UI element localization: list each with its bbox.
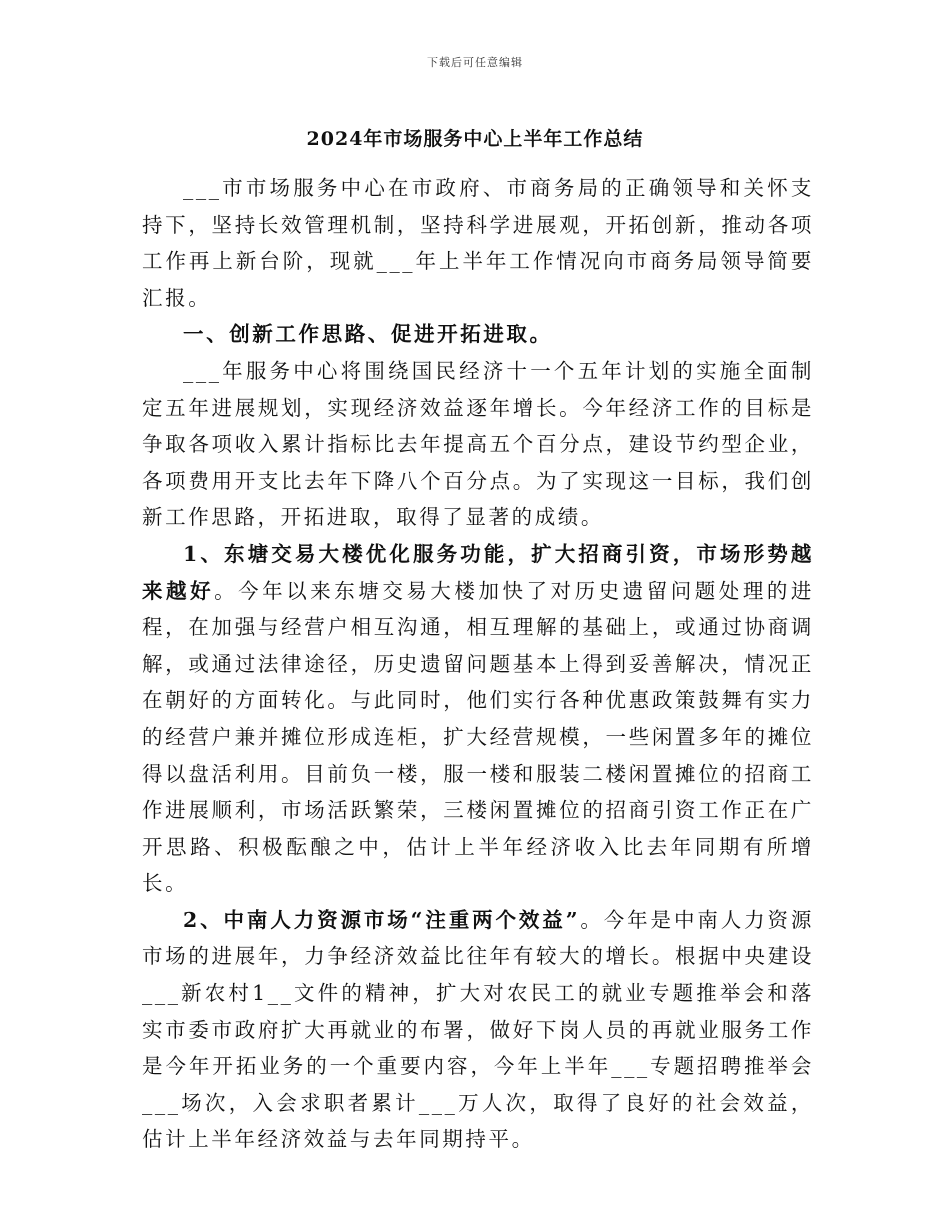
item-2-paragraph [142, 902, 814, 1158]
document-body [142, 170, 814, 1158]
section-heading-1: 一、创新工作思路、促进开拓进取。 [183, 322, 553, 347]
header-note: 下载后可任意编辑 [427, 56, 523, 69]
item-1-lead: 1、东塘交易大楼优化服务功能，扩大招商引资，市场形势越来越好 [142, 541, 814, 603]
intro-paragraph: ___市市场服务中心在市政府、市商务局的正确领导和关怀支持下，坚持长效管理机制，坚持科学进展观，开拓创新，推动各项工作再上新台阶，现就___年上半年工作情况向市商务局领导简要汇报。 [142, 176, 814, 310]
item-1-body: 。今年以来东塘交易大楼加快了对历史遗留问题处理的进程，在加强与经营户相互沟通，相互理解的基础上，或通过协商调解，或通过法律途径，历史遗留问题基本上得到妥善解决，情况正在朝好的方面转化。与此同时，他们实行各种优惠政策鼓舞有实力的经营户兼并摊位形成连柜，扩大经营规模，一些闲置多年的摊位得以盘活利用。目前负一楼，服一楼和服装二楼闲置摊位的招商工作进展顺利，市场活跃繁荣，三楼闲置摊位的招商引资工作正在广开思路、积极酝酿之中，估计上半年经济收入比去年同期有所增长。 [142, 578, 814, 896]
document-title: 2024年市场服务中心上半年工作总结 [306, 128, 644, 150]
item-2-lead: 2、中南人力资源市场“注重两个效益” [183, 907, 581, 932]
section-1-paragraph: ___年服务中心将围绕国民经济十一个五年计划的实施全面制定五年进展规划，实现经济效益逐年增长。今年经济工作的目标是争取各项收入累计指标比去年提高五个百分点，建设节约型企业，各项费用开支比去年下降八个百分点。为了实现这一目标，我们创新工作思路，开拓进取，取得了显著的成绩。 [142, 358, 814, 530]
item-1-paragraph [142, 536, 814, 902]
item-2-body: 。今年是中南人力资源市场的进展年，力争经济效益比往年有较大的增长。根据中央建设___新农村1__文件的精神，扩大对农民工的就业专题推举会和落实市委市政府扩大再就业的布署，做好下岗人员的再就业服务工作是今年开拓业务的一个重要内容，今年上半年___专题招聘推举会___场次，入会求职者累计___万人次，取得了良好的社会效益，估计上半年经济效益与去年同期持平。 [142, 907, 814, 1152]
